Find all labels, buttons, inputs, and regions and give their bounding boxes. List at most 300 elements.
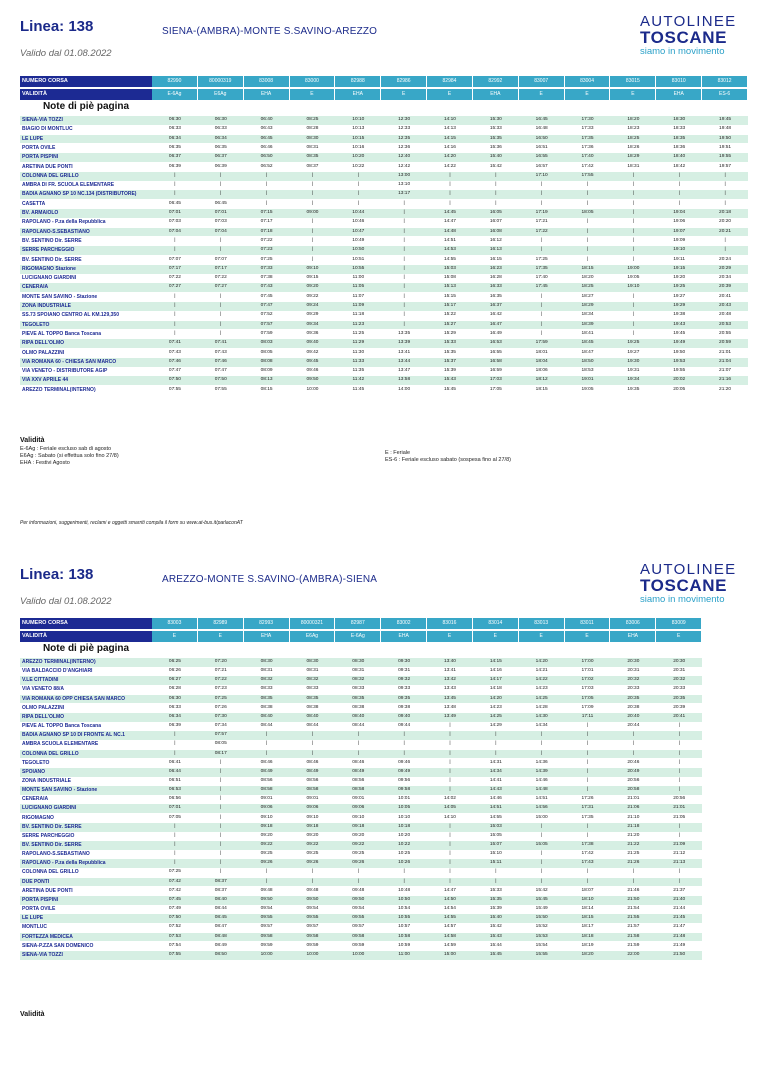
- stop-name: PIEVE AL TOPPO Banca Toscana: [22, 723, 102, 730]
- time-cell: |: [565, 768, 611, 777]
- trip-number: 83006: [610, 618, 655, 629]
- time-cell: 15:55: [519, 951, 565, 960]
- time-cell: 21:06: [610, 804, 656, 813]
- time-cell: 10:22: [381, 841, 427, 850]
- time-cell: 06:35: [168, 144, 181, 150]
- trip-validity: EHA: [473, 89, 518, 100]
- time-cell: |: [427, 190, 473, 199]
- time-cell: 18:26: [627, 144, 640, 150]
- time-cell: 20:21: [702, 228, 748, 237]
- trip-number: 83014: [473, 618, 518, 629]
- time-cell: 19:50: [702, 135, 748, 144]
- time-cell: 19:29: [656, 302, 702, 311]
- time-cell: |: [335, 878, 381, 887]
- time-cell: 10:01: [398, 796, 411, 802]
- time-cell: 12:42: [398, 163, 411, 169]
- trip-number: 83000: [290, 76, 335, 87]
- time-cell: 16:35: [489, 293, 502, 299]
- time-cell: |: [632, 741, 634, 747]
- trip-number: 82990: [152, 76, 197, 87]
- time-cell: 21:01: [627, 796, 640, 802]
- time-cell: 12:40: [381, 153, 427, 162]
- time-cell: 14:34: [535, 723, 548, 729]
- time-cell: |: [265, 869, 268, 875]
- time-cell: 06:39: [168, 163, 181, 169]
- stop-name: AREZZO TERMINAL(INTERNO): [20, 658, 152, 667]
- time-cell: 09:58: [381, 786, 427, 795]
- stop-name: DUE PONTI: [20, 878, 152, 887]
- time-cell: 06:34: [152, 135, 198, 144]
- time-cell: |: [632, 219, 634, 225]
- time-cell: 10:50: [335, 246, 381, 255]
- time-cell: 10:26: [381, 859, 427, 868]
- time-cell: 17:35: [581, 814, 594, 820]
- time-cell: 21:57: [627, 924, 640, 930]
- time-cell: |: [220, 330, 222, 336]
- time-cell: 15:43: [427, 376, 473, 385]
- time-cell: 19:55: [673, 368, 686, 374]
- time-cell: 15:07: [473, 841, 519, 850]
- time-cell: 07:55: [152, 951, 198, 960]
- time-cell: |: [244, 731, 290, 740]
- stop-name: SIENA-VIA TOZZI: [20, 116, 152, 125]
- time-cell: 09:29: [306, 312, 319, 318]
- time-cell: 20:30: [656, 658, 702, 667]
- trip-number: 82986: [381, 76, 426, 87]
- time-cell: |: [174, 741, 176, 747]
- time-cell: 15:40: [473, 153, 519, 162]
- time-cell: 07:53: [152, 933, 198, 942]
- time-cell: |: [403, 741, 405, 747]
- time-cell: 15:03: [473, 823, 519, 832]
- trip-number: 83011: [565, 618, 610, 629]
- time-cell: 07:43: [214, 349, 227, 355]
- time-cell: |: [427, 841, 473, 850]
- time-cell: |: [610, 246, 656, 255]
- time-cell: 15:05: [519, 841, 565, 850]
- time-cell: |: [632, 330, 634, 336]
- trip-validity: EHA: [244, 89, 289, 100]
- time-cell: 09:25: [260, 851, 273, 857]
- time-cell: 10:57: [398, 924, 411, 930]
- stop-name: CASETTA: [22, 200, 46, 207]
- trip-number: 83015: [610, 76, 655, 87]
- time-cell: 19:05: [581, 386, 594, 392]
- time-cell: |: [724, 237, 726, 243]
- time-cell: 14:23: [535, 686, 548, 692]
- trip-number: 82992: [473, 76, 518, 87]
- header-numero-corsa: NUMERO CORSA: [20, 618, 152, 629]
- time-cell: 10:10: [398, 814, 411, 820]
- time-cell: |: [335, 172, 381, 181]
- time-cell: 08:38: [352, 704, 365, 710]
- time-cell: 07:03: [214, 219, 227, 225]
- time-cell: |: [565, 190, 611, 199]
- time-cell: 15:17: [427, 302, 473, 311]
- stop-name: RAPOLANO - P.za della Repubblica: [22, 219, 106, 226]
- time-cell: |: [586, 759, 589, 765]
- note-footnotes-heading: Note di piè pagina: [42, 101, 130, 112]
- legend-item: E6Ag : Sabato (si effettua solo fino 27/8): [20, 453, 119, 459]
- time-cell: 18:36: [673, 144, 686, 150]
- time-cell: |: [632, 237, 634, 243]
- trip-number: 83009: [656, 618, 701, 629]
- time-cell: |: [565, 878, 611, 887]
- time-cell: 15:35: [473, 135, 519, 144]
- time-cell: 18:06: [535, 368, 548, 374]
- time-cell: |: [473, 190, 519, 199]
- time-cell: 06:40: [244, 116, 290, 125]
- time-cell: |: [473, 172, 519, 181]
- time-cell: 21:09: [656, 841, 702, 850]
- time-cell: 07:50: [152, 376, 198, 385]
- stop-name: SERRE PARCHEGGIO: [20, 246, 152, 255]
- time-cell: 06:41: [168, 759, 181, 765]
- time-cell: |: [565, 246, 611, 255]
- time-cell: |: [656, 786, 702, 795]
- time-cell: |: [198, 246, 244, 255]
- time-cell: 18:10: [565, 896, 611, 905]
- time-cell: 22:00: [610, 951, 656, 960]
- time-cell: 14:31: [489, 759, 502, 765]
- time-cell: 07:17: [152, 265, 198, 274]
- time-cell: 07:22: [168, 275, 181, 281]
- time-cell: |: [220, 814, 222, 820]
- time-cell: 09:35: [381, 695, 427, 704]
- time-cell: 14:41: [489, 777, 502, 783]
- time-cell: 07:01: [198, 209, 244, 218]
- time-cell: 07:46: [198, 358, 244, 367]
- time-cell: 07:42: [152, 878, 198, 887]
- time-cell: 18:47: [581, 349, 594, 355]
- time-cell: 17:59: [519, 339, 565, 348]
- time-cell: 07:41: [198, 339, 244, 348]
- time-cell: 21:50: [656, 951, 702, 960]
- time-cell: 17:55: [565, 172, 611, 181]
- time-cell: |: [152, 321, 198, 330]
- time-cell: |: [519, 750, 565, 759]
- time-cell: |: [449, 869, 451, 875]
- time-cell: |: [519, 731, 565, 740]
- time-cell: 21:10: [627, 814, 640, 820]
- time-cell: 08:40: [244, 713, 290, 722]
- time-cell: 15:45: [443, 386, 456, 392]
- time-cell: 15:00: [535, 814, 548, 820]
- time-cell: 14:28: [535, 704, 548, 710]
- time-cell: 09:42: [306, 349, 319, 355]
- time-cell: |: [403, 200, 405, 206]
- stop-name: VIA BALDACCIO D'ANGHIARI: [22, 668, 93, 675]
- time-cell: 08:32: [335, 676, 381, 685]
- time-cell: 14:22: [519, 676, 565, 685]
- time-cell: 17:03: [581, 686, 594, 692]
- trip-number: 82987: [335, 618, 380, 629]
- time-cell: |: [565, 786, 611, 795]
- time-cell: |: [541, 832, 543, 838]
- time-cell: |: [473, 731, 519, 740]
- time-cell: 07:52: [168, 924, 181, 930]
- time-cell: 07:25: [168, 869, 181, 875]
- time-cell: 14:56: [519, 804, 565, 813]
- time-cell: 06:37: [152, 153, 198, 162]
- time-cell: 11:07: [352, 293, 365, 299]
- time-cell: 10:59: [398, 942, 411, 948]
- time-cell: 15:37: [427, 358, 473, 367]
- time-cell: 08:03: [244, 339, 290, 348]
- time-cell: 08:15: [260, 386, 273, 392]
- stop-name: SPOIANO: [20, 768, 152, 777]
- time-cell: |: [174, 832, 176, 838]
- time-cell: |: [403, 869, 405, 875]
- time-cell: |: [541, 293, 543, 299]
- time-cell: 08:30: [290, 135, 336, 144]
- time-cell: 16:12: [489, 237, 502, 243]
- time-cell: 07:01: [152, 209, 198, 218]
- trip-validity: E: [519, 631, 564, 642]
- time-cell: 20:44: [627, 723, 640, 729]
- time-cell: |: [656, 823, 702, 832]
- time-cell: 11:25: [352, 330, 365, 336]
- time-cell: 07:47: [214, 368, 227, 374]
- validita-legend-title: Validità: [20, 1011, 45, 1018]
- trip-number: 83004: [565, 76, 610, 87]
- time-cell: |: [541, 741, 543, 747]
- time-cell: 14:51: [473, 804, 519, 813]
- time-cell: 14:22: [443, 163, 456, 169]
- time-cell: 10:55: [335, 265, 381, 274]
- time-cell: 10:00: [244, 951, 290, 960]
- time-cell: |: [198, 302, 244, 311]
- time-cell: |: [220, 182, 222, 188]
- time-cell: 15:13: [427, 283, 473, 292]
- trip-number: 82993: [244, 618, 289, 629]
- time-cell: 20:43: [702, 302, 748, 311]
- time-cell: 09:54: [306, 906, 319, 912]
- time-cell: 20:31: [673, 668, 686, 674]
- time-cell: 09:18: [290, 823, 336, 832]
- time-cell: 17:42: [581, 163, 594, 169]
- time-cell: |: [519, 190, 565, 199]
- time-cell: 20:34: [719, 275, 732, 281]
- time-cell: 14:58: [427, 933, 473, 942]
- time-cell: 09:22: [290, 841, 336, 850]
- time-cell: |: [586, 200, 589, 206]
- route-title: AREZZO-MONTE S.SAVINO-(AMBRA)-SIENA: [162, 574, 378, 585]
- time-cell: 21:04: [702, 358, 748, 367]
- time-cell: |: [198, 172, 244, 181]
- time-cell: |: [473, 750, 519, 759]
- time-cell: |: [541, 182, 543, 188]
- time-cell: 14:45: [427, 209, 473, 218]
- time-cell: |: [381, 750, 427, 759]
- trip-validity: E6Ag: [290, 631, 335, 642]
- time-cell: 07:55: [214, 386, 227, 392]
- time-cell: 20:56: [627, 777, 640, 783]
- time-cell: 08:58: [244, 786, 290, 795]
- time-cell: 20:53: [702, 321, 748, 330]
- time-cell: |: [220, 237, 222, 243]
- time-cell: 10:20: [398, 832, 411, 838]
- time-cell: 08:30: [244, 658, 290, 667]
- time-cell: 07:50: [198, 376, 244, 385]
- time-cell: 10:20: [335, 153, 381, 162]
- time-cell: 21:47: [673, 924, 686, 930]
- time-cell: |: [152, 302, 198, 311]
- trip-validity: EHA: [610, 631, 655, 642]
- trip-number: 82989: [198, 618, 243, 629]
- time-cell: 09:50: [244, 896, 290, 905]
- time-cell: 21:12: [673, 851, 686, 857]
- time-cell: 17:35: [519, 265, 565, 274]
- time-cell: 18:07: [581, 887, 594, 893]
- time-cell: 09:22: [306, 293, 319, 299]
- stop-name: VIA ROMANA 60 - CHIESA SAN MARCO: [20, 358, 152, 367]
- time-cell: 20:32: [610, 676, 656, 685]
- time-cell: 10:54: [398, 906, 411, 912]
- time-cell: 06:34: [198, 135, 244, 144]
- time-cell: 15:00: [427, 951, 473, 960]
- time-cell: 07:23: [244, 246, 290, 255]
- time-cell: 16:57: [535, 163, 548, 169]
- time-cell: 20:39: [673, 704, 686, 710]
- time-cell: 18:17: [581, 924, 594, 930]
- time-cell: 15:43: [473, 933, 519, 942]
- time-cell: 17:31: [565, 804, 611, 813]
- time-cell: |: [152, 841, 198, 850]
- time-cell: 09:00: [290, 209, 336, 218]
- time-cell: 06:28: [168, 686, 181, 692]
- time-cell: |: [220, 869, 222, 875]
- info-footer: Per informazioni, suggerimenti, reclami e oggetti smarriti compila il form su www.at-bus.it/parlaconAT: [20, 520, 243, 526]
- time-cell: |: [678, 759, 680, 765]
- time-cell: 18:15: [535, 386, 548, 392]
- time-cell: 21:49: [673, 942, 686, 948]
- time-cell: |: [403, 237, 405, 243]
- time-cell: |: [495, 869, 497, 875]
- time-cell: 16:15: [489, 256, 502, 262]
- time-cell: |: [152, 731, 198, 740]
- time-cell: 10:00: [290, 951, 336, 960]
- time-cell: |: [449, 741, 451, 747]
- time-cell: |: [519, 859, 565, 868]
- time-cell: 17:30: [565, 116, 611, 125]
- time-cell: |: [198, 804, 244, 813]
- time-cell: 16:05: [473, 209, 519, 218]
- time-cell: 16:33: [473, 283, 519, 292]
- time-cell: 14:05: [427, 804, 473, 813]
- time-cell: |: [403, 256, 405, 262]
- time-cell: 09:34: [290, 321, 336, 330]
- time-cell: 16:42: [489, 312, 502, 318]
- time-cell: |: [265, 200, 268, 206]
- time-cell: 11:00: [381, 951, 427, 960]
- time-cell: |: [678, 200, 680, 206]
- time-cell: 09:59: [352, 942, 365, 948]
- time-cell: |: [541, 200, 543, 206]
- time-cell: 07:04: [152, 228, 198, 237]
- time-cell: 09:59: [306, 942, 319, 948]
- trip-validity: EHA: [656, 89, 701, 100]
- valid-from: Valido dal 01.08.2022: [20, 596, 112, 607]
- time-cell: 09:26: [290, 859, 336, 868]
- time-cell: 11:45: [352, 386, 365, 392]
- time-cell: 06:51: [168, 777, 181, 783]
- time-cell: 16:53: [473, 339, 519, 348]
- time-cell: 08:35: [290, 153, 336, 162]
- time-cell: 21:59: [627, 942, 640, 948]
- time-cell: |: [678, 777, 680, 783]
- time-cell: 07:01: [152, 804, 198, 813]
- time-cell: |: [381, 228, 427, 237]
- time-cell: 14:55: [489, 814, 502, 820]
- time-cell: 14:54: [443, 906, 456, 912]
- time-cell: 18:41: [581, 330, 594, 336]
- time-cell: 19:30: [610, 358, 656, 367]
- time-cell: 09:50: [290, 896, 336, 905]
- route-title: SIENA-(AMBRA)-MONTE S.SAVINO-AREZZO: [162, 26, 378, 37]
- trip-validity: EHA: [381, 631, 426, 642]
- time-cell: 09:58: [244, 933, 290, 942]
- time-cell: 07:07: [168, 256, 181, 262]
- time-cell: 14:36: [535, 759, 548, 765]
- time-cell: 08:48: [198, 933, 244, 942]
- time-cell: |: [473, 878, 519, 887]
- time-cell: 06:43: [260, 126, 273, 132]
- time-cell: 06:33: [168, 704, 181, 710]
- time-cell: 09:25: [352, 851, 365, 857]
- time-cell: 10:50: [381, 896, 427, 905]
- time-cell: 09:22: [244, 841, 290, 850]
- time-cell: 13:42: [427, 676, 473, 685]
- time-cell: 13:10: [398, 182, 411, 188]
- time-cell: 14:57: [443, 924, 456, 930]
- time-cell: 19:51: [719, 144, 732, 150]
- time-cell: 19:49: [656, 339, 702, 348]
- time-cell: 07:57: [244, 321, 290, 330]
- time-cell: 07:47: [168, 368, 181, 374]
- time-cell: |: [220, 293, 222, 299]
- time-cell: 07:49: [168, 906, 181, 912]
- time-cell: |: [495, 200, 497, 206]
- time-cell: 16:45: [519, 116, 565, 125]
- time-cell: 08:40: [335, 713, 381, 722]
- time-cell: |: [610, 190, 656, 199]
- time-cell: |: [220, 832, 222, 838]
- time-cell: 19:20: [673, 275, 686, 281]
- trip-validity: E: [152, 631, 197, 642]
- time-cell: |: [427, 750, 473, 759]
- time-cell: |: [174, 330, 176, 336]
- stop-name: PORTA OVILE: [22, 906, 56, 913]
- time-cell: 07:04: [198, 228, 244, 237]
- time-cell: |: [335, 731, 381, 740]
- time-cell: 19:43: [656, 321, 702, 330]
- time-cell: 18:29: [565, 302, 611, 311]
- time-cell: |: [290, 878, 336, 887]
- time-cell: 09:36: [306, 330, 319, 336]
- time-cell: 20:31: [627, 668, 640, 674]
- trip-validity: E-6Ag: [335, 631, 380, 642]
- stop-name: MONTE SAN SAVINO - Stazione: [20, 786, 152, 795]
- time-cell: |: [678, 832, 680, 838]
- time-cell: |: [656, 172, 702, 181]
- time-cell: 18:19: [581, 942, 594, 948]
- time-cell: 08:33: [352, 686, 365, 692]
- time-cell: 08:45: [198, 914, 244, 923]
- time-cell: 11:30: [352, 349, 365, 355]
- time-cell: 07:27: [198, 283, 244, 292]
- time-cell: 14:25: [519, 695, 565, 704]
